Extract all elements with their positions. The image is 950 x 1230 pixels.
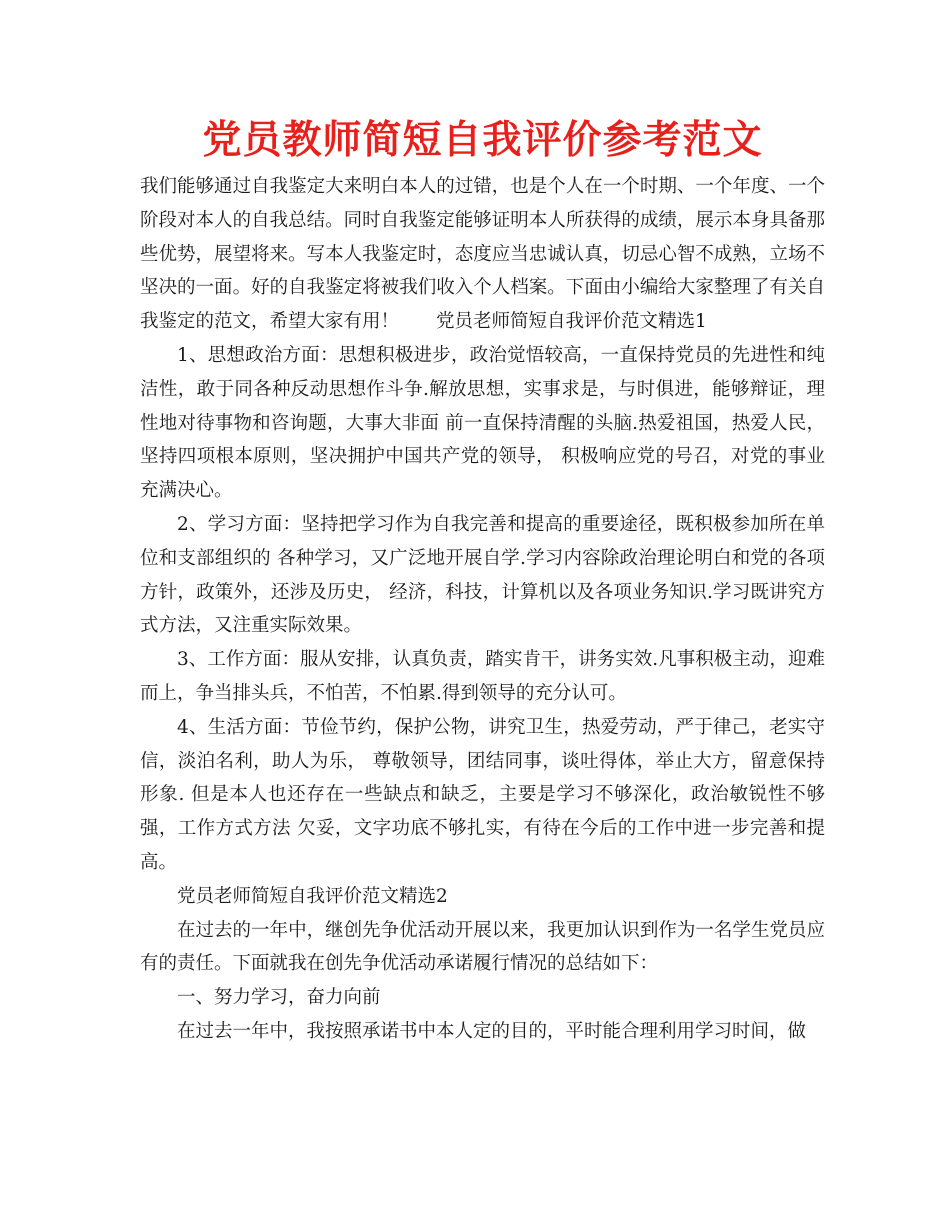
paragraph-life: 4、生活方面：节俭节约，保护公物，讲究卫生，热爱劳动，严于律己，老实守信，淡泊名利，助人为乐， 尊敬领导，团结同事，谈吐得体，举止大方，留意保持形象. 但是本人也还存在一些缺点和缺乏，主要是学习不够深化，政治敏锐性不够强，工作方式方法 欠妥，文字功底不够扎实，有待在今后的工作中进一步完善和提高。	[140, 716, 825, 873]
paragraph-work: 3、工作方面：服从安排，认真负责，踏实肯干，讲务实效.凡事积极主动，迎难而上，争当排头兵，不怕苦，不怕累.得到领导的充分认可。	[140, 649, 825, 704]
paragraph-subheading-study: 一、努力学习，奋力向前	[177, 987, 381, 1009]
document-body	[140, 170, 825, 1049]
paragraph-study: 2、学习方面：坚持把学习作为自我完善和提高的重要途径，既积极参加所在单位和支部组织的 各种学习，又广泛地开展自学.学习内容除政治理论明白和党的各项方针，政策外，还涉及历史， 经济，科技，计算机以及各项业务知识.学习既讲究方式方法，又注重实际效果。	[140, 513, 825, 637]
document-title: 党员教师简短自我评价参考范文	[202, 118, 763, 163]
paragraph-section-heading-2: 党员老师简短自我评价范文精选2	[177, 885, 448, 907]
paragraph-intro: 我们能够通过自我鉴定大来明白本人的过错，也是个人在一个时期、一个年度、一个阶段对本人的自我总结。同时自我鉴定能够证明本人所获得的成绩，展示本身具备那些优势，展望将来。写本人我鉴定时，态度应当忠诚认真，切忌心智不成熟，立场不坚决的一面。好的自我鉴定将被我们收入个人档案。下面由小编给大家整理了有关自我鉴定的范文，希望大家有用！ 党员老师简短自我评价范文精选1	[140, 176, 825, 333]
document-page	[140, 112, 825, 1049]
paragraph-past-year: 在过去的一年中，继创先争优活动开展以来，我更加认识到作为一名学生党员应有的责任。下面就我在创先争优活动承诺履行情况的总结如下：	[140, 919, 825, 975]
paragraph-political: 1、思想政治方面：思想积极进步，政治觉悟较高，一直保持党员的先进性和纯洁性，敢于同各种反动思想作斗争.解放思想，实事求是，与时俱进，能够辩证，理性地对待事物和咨询题，大事大非面 前一直保持清醒的头脑.热爱祖国，热爱人民，坚持四项根本原则，坚决拥护中国共产党的领导， 积极响应党的号召，对党的事业充满决心。	[140, 344, 825, 502]
paragraph-study-detail: 在过去一年中，我按照承诺书中本人定的目的，平时能合理利用学习时间，做	[177, 1020, 807, 1042]
